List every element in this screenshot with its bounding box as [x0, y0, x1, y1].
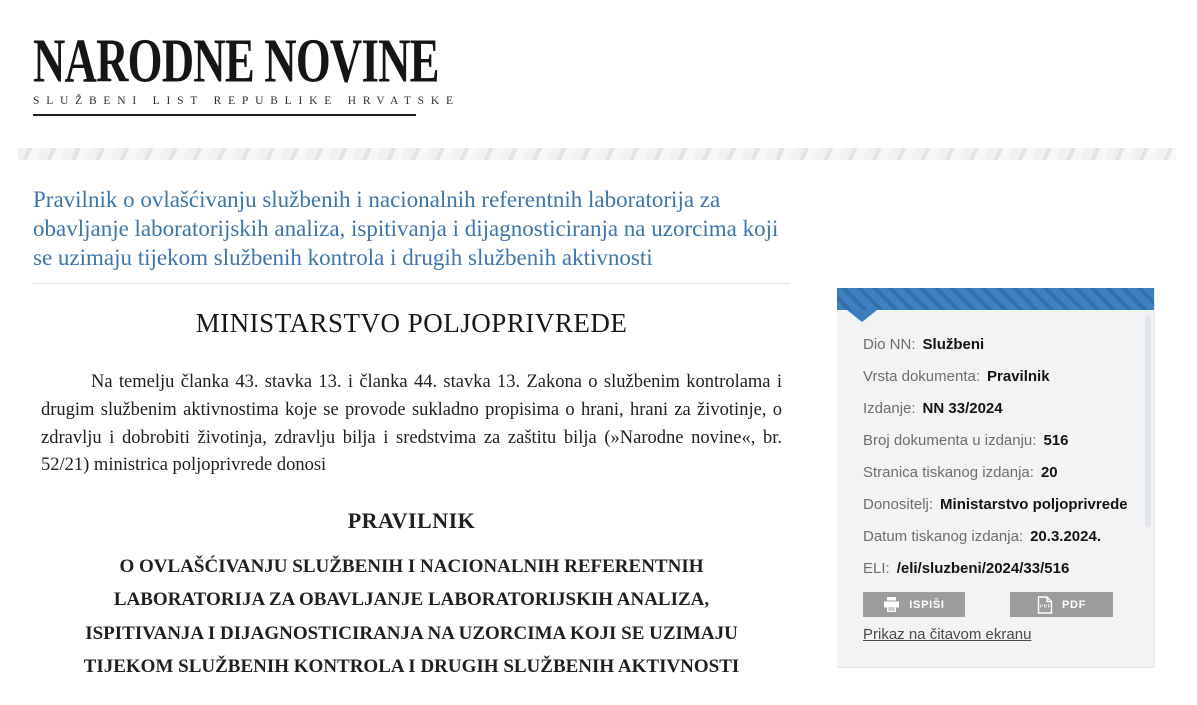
field-value: NN 33/2024	[922, 400, 1003, 417]
metadata-row-broj-dokumenta	[863, 431, 1133, 451]
field-value: 516	[1043, 432, 1069, 449]
field-label: Datum tiskanog izdanja:	[863, 528, 1024, 545]
field-value: Službeni	[922, 336, 985, 353]
field-label: Vrsta dokumenta:	[863, 368, 981, 385]
field-label: Izdanje:	[863, 400, 916, 417]
field-value: 20.3.2024.	[1030, 528, 1101, 545]
metadata-row-izdanje	[863, 399, 1133, 419]
metadata-row-stranica	[863, 463, 1133, 483]
pdf-button-label: PDF	[1061, 598, 1087, 611]
metadata-sidebar	[837, 288, 1155, 668]
print-button-label: ISPIŠI	[909, 598, 945, 611]
logo-title: NARODNE NOVINE	[33, 26, 439, 97]
pdf-file-icon	[1037, 596, 1053, 614]
field-value: /eli/sluzbeni/2024/33/516	[896, 560, 1070, 577]
fullscreen-view-link[interactable]: Prikaz na čitavom ekranu	[863, 626, 1032, 643]
narodne-novine-logo[interactable]	[33, 26, 460, 116]
sidebar-scrollbar-thumb[interactable]	[1145, 315, 1151, 527]
field-value: Ministarstvo poljoprivrede	[940, 496, 1128, 513]
field-value: 20	[1040, 464, 1058, 481]
article-title: Pravilnik o ovlašćivanju službenih i nacionalnih referentnih laboratorija za obavljanje laboratorijskih analiza, ispitivanja i dijagnosticiranja na uzorcima koji se uzimaju tijekom službenih kontrola i drugih službenih aktivnosti	[33, 187, 779, 270]
print-button[interactable]	[863, 592, 965, 617]
metadata-row-donositelj	[863, 495, 1133, 515]
metadata-row-eli	[863, 559, 1133, 579]
field-label: Dio NN:	[863, 336, 916, 353]
sidebar-striped-accent-bar	[837, 288, 1154, 310]
preamble-paragraph: Na temelju članka 43. stavka 13. i članka 44. stavka 13. Zakona o službenim kontrolama i drugim službenim aktivnostima koje se provode sukladno propisima o hrani, hrani za životinje, o zdravlju i dobrobiti životinja, zdravlju bilja i sredstvima za zaštitu bilja (»Narodne novine«, br. 52/21) ministrica poljoprivrede donosi	[41, 372, 782, 476]
rope-divider	[18, 148, 1176, 160]
doc-subtitle: O OVLAŠĆIVANJU SLUŽBENIH I NACIONALNIH REFERENTNIH LABORATORIJA ZA OBAVLJANJE LABORATORIJSKIH ANALIZA, ISPITIVANJA I DIJAGNOSTICIRANJA NA UZORCIMA KOJI SE UZIMAJU TIJEKOM SLUŽBENIH KONTROLA I DRUGIH SLUŽBENIH AKTIVNOSTI	[83, 556, 740, 677]
pdf-button[interactable]	[1010, 592, 1113, 617]
institution-heading: MINISTARSTVO POLJOPRIVREDE	[195, 308, 628, 338]
logo-subtitle: SLUŽBENI LIST REPUBLIKE HRVATSKE	[33, 95, 416, 116]
metadata-row-dio-nn	[863, 335, 1133, 355]
field-label: Stranica tiskanog izdanja:	[863, 464, 1034, 481]
sidebar-arrow-marker	[847, 310, 877, 322]
field-value: Pravilnik	[987, 368, 1050, 385]
field-label: Broj dokumenta u izdanju:	[863, 432, 1037, 449]
doc-type-heading: PRAVILNIK	[347, 508, 476, 533]
field-label: ELI:	[863, 560, 890, 577]
field-label: Donositelj:	[863, 496, 934, 513]
metadata-row-vrsta-dokumenta	[863, 367, 1133, 387]
svg-text:PDF: PDF	[1039, 603, 1052, 608]
metadata-row-datum	[863, 527, 1133, 547]
document-body	[33, 283, 790, 683]
metadata-fields	[863, 335, 1133, 591]
printer-icon	[883, 597, 900, 612]
